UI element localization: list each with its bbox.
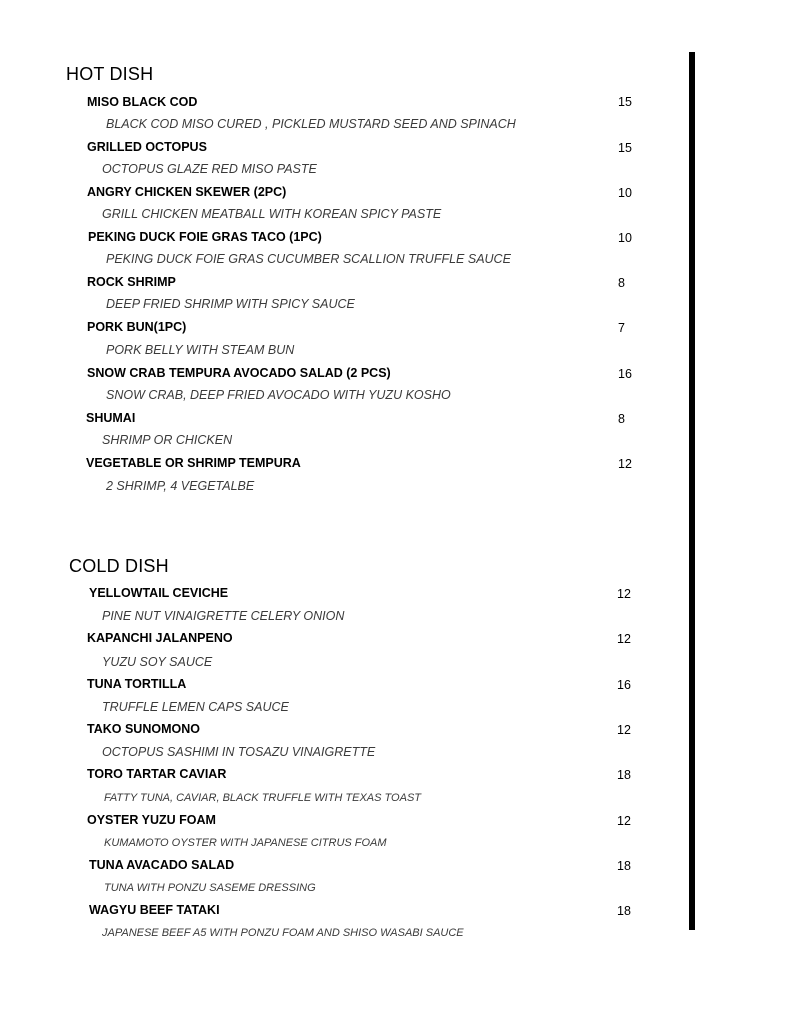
menu-item-price: 18 [617,859,631,873]
menu-item-name: YELLOWTAIL CEVICHE [89,586,229,600]
menu-item-description: TUNA WITH PONZU SASEME DRESSING [104,882,316,894]
menu-item-price: 8 [618,276,625,290]
menu-item-price: 12 [617,814,631,828]
menu-item-description: TRUFFLE LEMEN CAPS SAUCE [102,700,289,714]
menu-item-name: VEGETABLE OR SHRIMP TEMPURA [86,456,301,470]
hot-dish-title: HOT DISH [66,64,154,84]
menu-item-price: 8 [618,412,625,426]
menu-item-name: MISO BLACK COD [87,95,198,109]
menu-item-description: OCTOPUS SASHIMI IN TOSAZU VINAIGRETTE [102,745,376,759]
menu-item-description: GRILL CHICKEN MEATBALL WITH KOREAN SPICY PASTE [102,207,442,221]
menu-item-price: 12 [617,587,631,601]
menu-item-price: 10 [618,186,632,200]
menu-item-name: PEKING DUCK FOIE GRAS TACO (1PC) [88,230,322,244]
menu-item-description: PINE NUT VINAIGRETTE CELERY ONION [102,609,345,623]
menu-item-description: PEKING DUCK FOIE GRAS CUCUMBER SCALLION TRUFFLE SAUCE [106,252,511,266]
menu-item-price: 18 [617,768,631,782]
menu-item-price: 15 [618,141,632,155]
menu-item-description: BLACK COD MISO CURED , PICKLED MUSTARD SEED AND SPINACH [106,117,516,131]
menu-item-name: TAKO SUNOMONO [87,722,200,736]
menu-item-description: JAPANESE BEEF A5 WITH PONZU FOAM AND SHISO WASABI SAUCE [102,927,464,939]
menu-item-price: 15 [618,95,632,109]
menu-item-description: SNOW CRAB, DEEP FRIED AVOCADO WITH YUZU KOSHO [106,388,451,402]
menu-item-price: 12 [617,723,631,737]
menu-item-price: 12 [618,457,632,471]
menu-item-name: OYSTER YUZU FOAM [87,813,216,827]
menu-item-price: 18 [617,904,631,918]
menu-item-description: FATTY TUNA, CAVIAR, BLACK TRUFFLE WITH TEXAS TOAST [104,792,422,804]
menu-item-description: 2 SHRIMP, 4 VEGETALBE [106,479,255,493]
menu-item-price: 10 [618,231,632,245]
menu-item-description: SHRIMP OR CHICKEN [102,433,233,447]
menu-item-name: TUNA TORTILLA [87,677,187,691]
vertical-divider [689,52,695,930]
menu-item-description: OCTOPUS GLAZE RED MISO PASTE [102,162,317,176]
menu-item-name: PORK BUN(1PC) [87,320,187,334]
menu-item-name: SNOW CRAB TEMPURA AVOCADO SALAD (2 PCS) [87,366,391,380]
cold-dish-title: COLD DISH [69,556,169,576]
menu-item-description: PORK BELLY WITH STEAM BUN [106,343,295,357]
menu-item-name: SHUMAI [86,411,136,425]
menu-item-name: ANGRY CHICKEN SKEWER (2PC) [87,185,287,199]
menu-item-price: 7 [618,321,625,335]
menu-item-price: 16 [617,678,631,692]
menu-item-name: GRILLED OCTOPUS [87,140,207,154]
menu-item-description: KUMAMOTO OYSTER WITH JAPANESE CITRUS FOAM [104,837,387,849]
menu-item-name: KAPANCHI JALANPENO [87,631,233,645]
menu-item-name: ROCK SHRIMP [87,275,176,289]
menu-item-description: YUZU SOY SAUCE [102,655,213,669]
menu-item-name: TUNA AVACADO SALAD [89,858,235,872]
menu-item-name: TORO TARTAR CAVIAR [87,767,227,781]
menu-item-description: DEEP FRIED SHRIMP WITH SPICY SAUCE [106,297,355,311]
menu-item-price: 16 [618,367,632,381]
menu-item-price: 12 [617,632,631,646]
menu-item-name: WAGYU BEEF TATAKI [89,903,220,917]
